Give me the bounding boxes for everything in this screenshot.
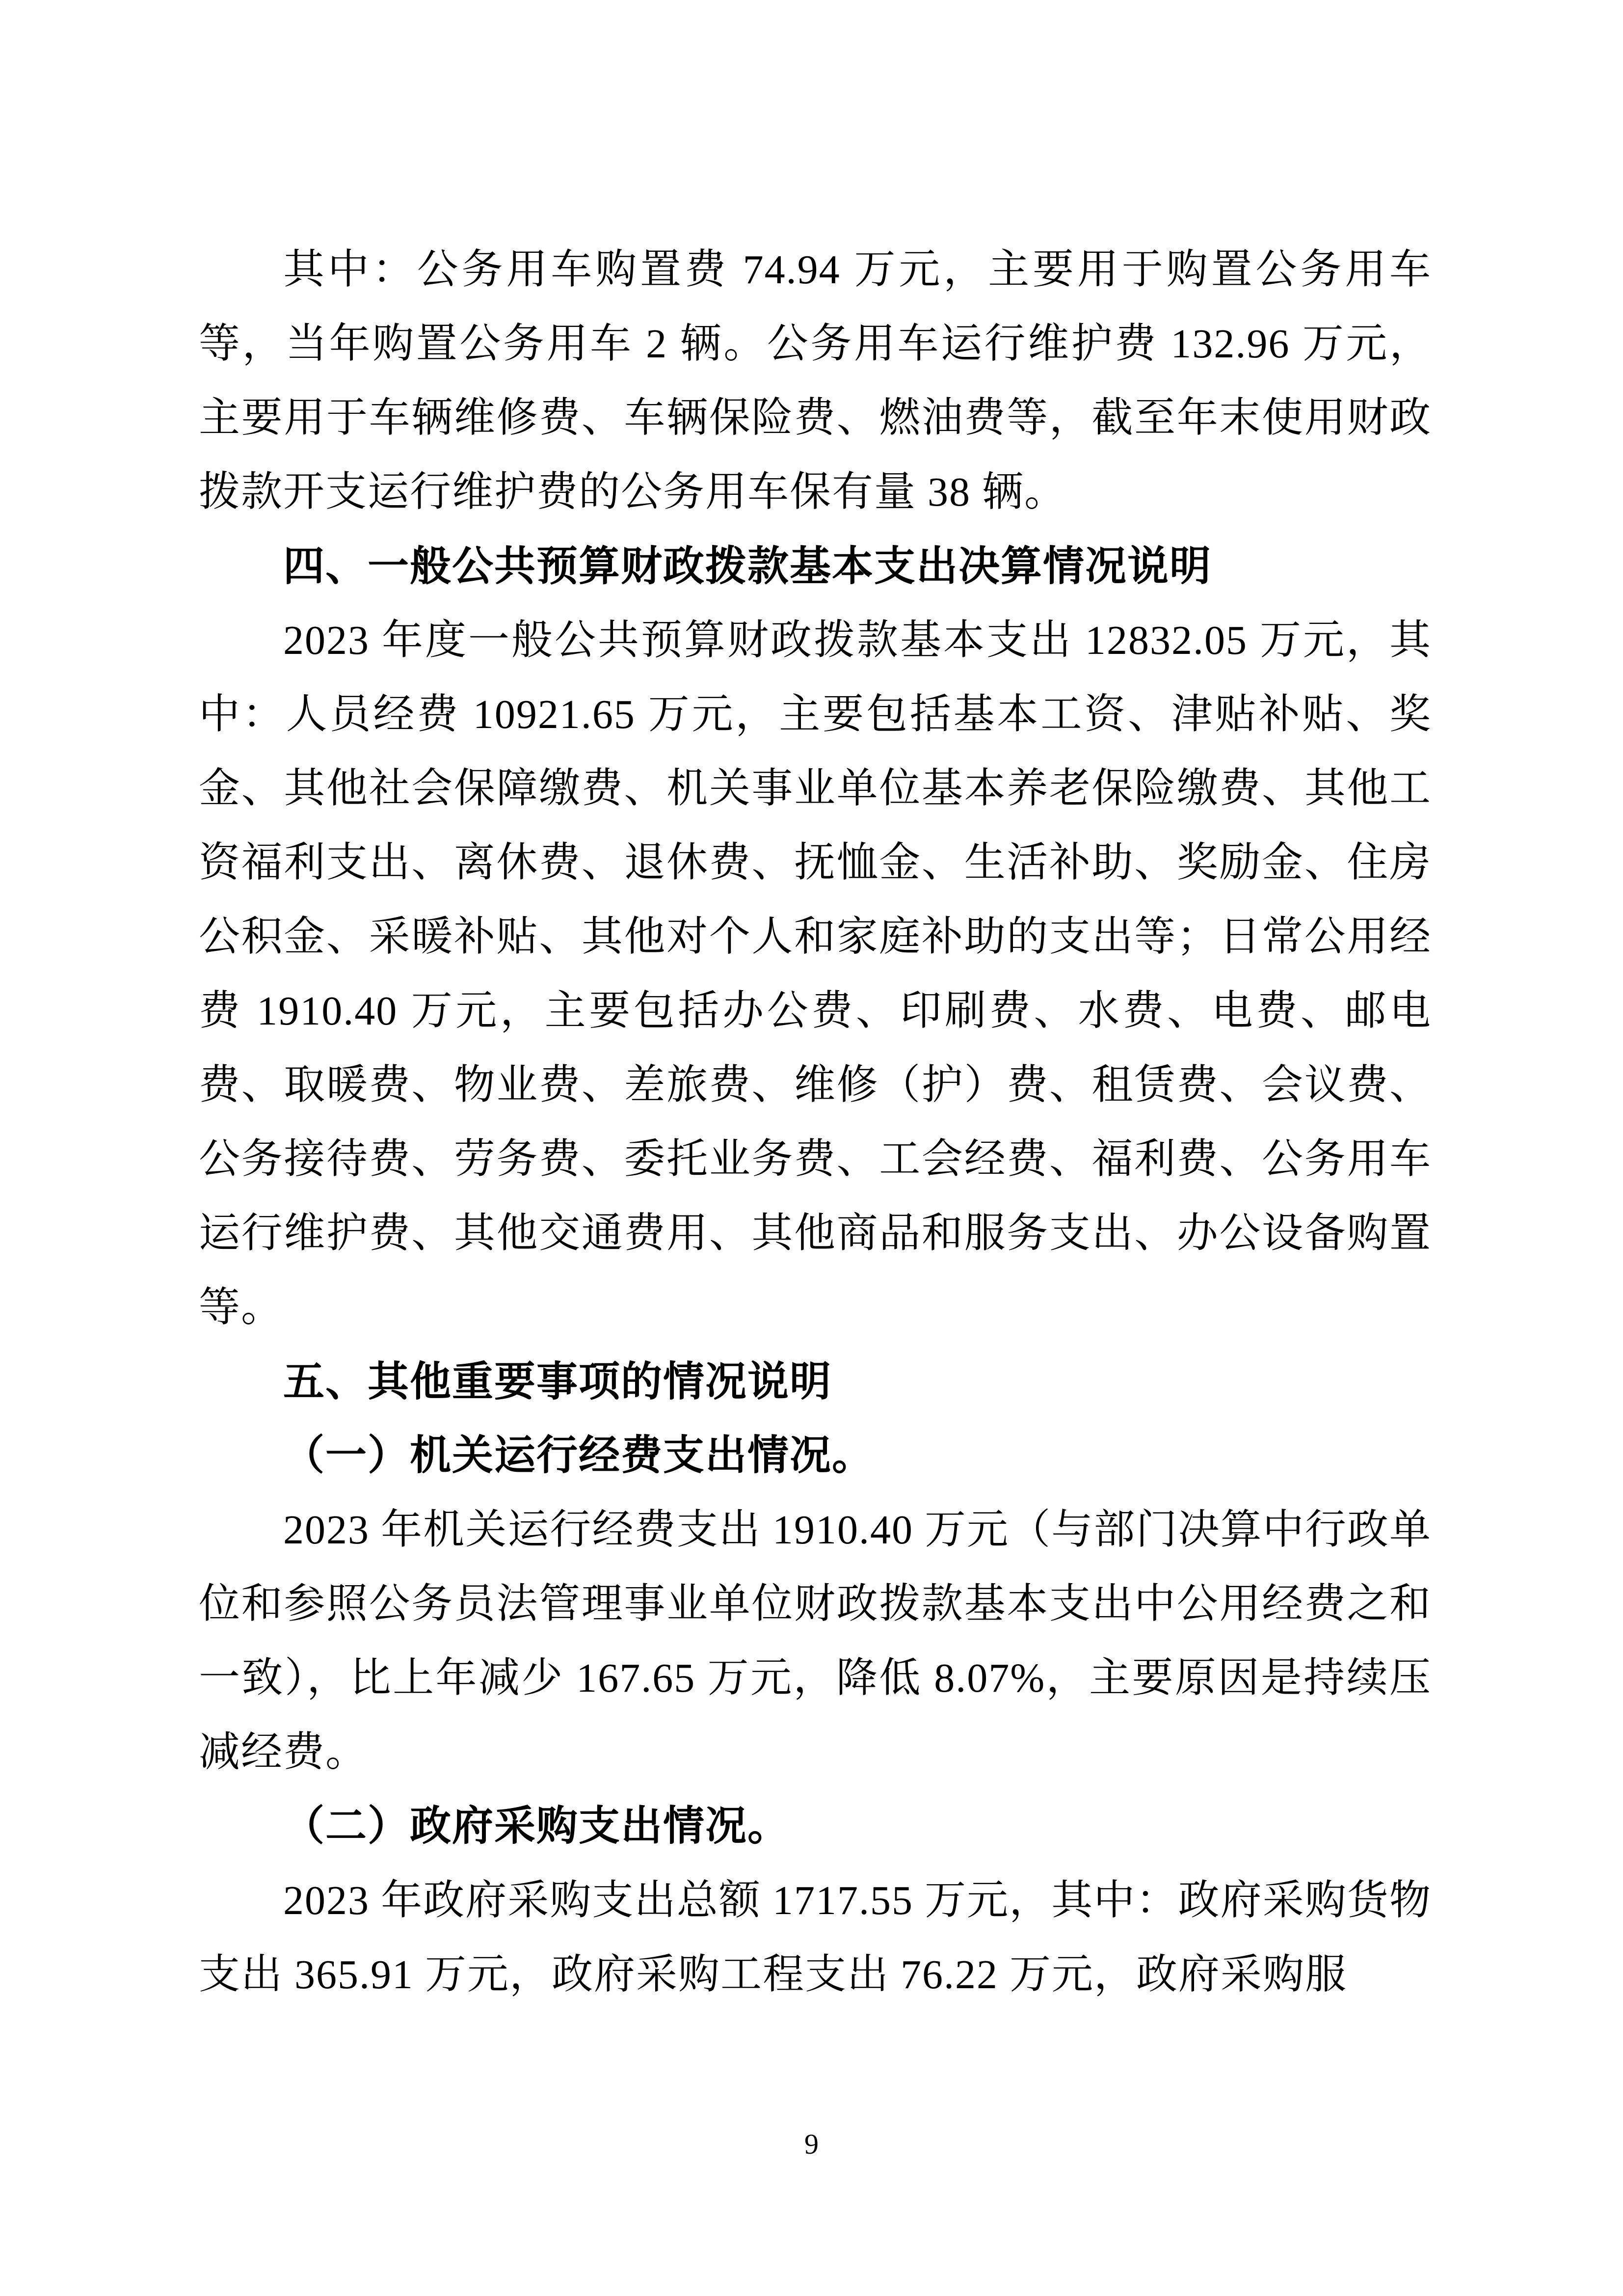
section-heading: 五、其他重要事项的情况说明 <box>283 1358 832 1405</box>
body-paragraph: 其中：公务用车购置费 74.94 万元，主要用于购置公务用车等，当年购置公务用车 2 辆。公务用车运行维护费 132.96 万元，主要用于车辆维修费、车辆保险费、燃油费等，截至年末使用财政拨款开支运行维护费的公务用车保有量 38 辆。 <box>199 247 1432 515</box>
body-paragraph: 2023 年机关运行经费支出 1910.40 万元（与部门决算中行政单位和参照公务员法管理事业单位财政拨款基本支出中公用经费之和一致），比上年减少 167.65 万元，降低 8.07%，主要原因是持续压减经费。 <box>199 1507 1432 1775</box>
body-paragraph: 2023 年度一般公共预算财政拨款基本支出 12832.05 万元，其中：人员经费 10921.65 万元，主要包括基本工资、津贴补贴、奖金、其他社会保障缴费、机关事业单位基本养老保险缴费、其他工资福利支出、离休费、退休费、抚恤金、生活补助、奖励金、住房公积金、采暖补贴、其他对个人和家庭补助的支出等；日常公用经费 1910.40 万元，主要包括办公费、印刷费、水费、电费、邮电费、取暖费、物业费、差旅费、维修（护）费、租赁费、会议费、公务接待费、劳务费、委托业务费、工会经费、福利费、公务用车运行维护费、其他交通费用、其他商品和服务支出、办公设备购置等。 <box>199 618 1432 1330</box>
body-paragraph: 2023 年政府采购支出总额 1717.55 万元，其中：政府采购货物支出 365.91 万元，政府采购工程支出 76.22 万元，政府采购服 <box>199 1878 1432 1998</box>
document-content <box>199 233 1432 2012</box>
subsection-heading: （二）政府采购支出情况。 <box>283 1804 790 1849</box>
subsection-heading: （一）机关运行经费支出情况。 <box>283 1433 875 1479</box>
section-heading: 四、一般公共预算财政拨款基本支出决算情况说明 <box>283 543 1212 589</box>
page-number: 9 <box>804 2128 819 2160</box>
